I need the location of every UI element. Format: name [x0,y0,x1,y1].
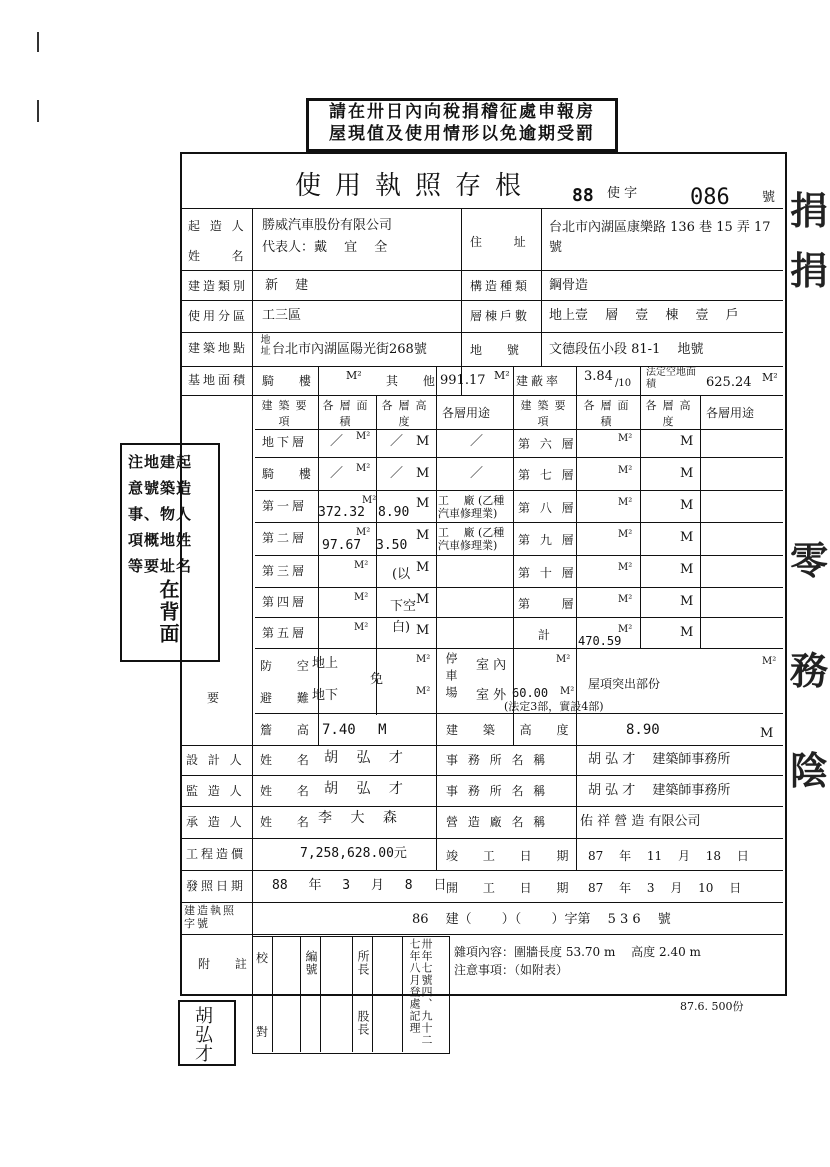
unit: M² [354,592,369,603]
site-area-label: 基地面積 [188,373,249,387]
rule [252,395,253,935]
construction-type: 新 建 [265,278,309,293]
designer-name: 胡 弘 才 [324,750,403,766]
floor-height: ／ [390,466,404,481]
rule [255,617,783,618]
side-note-box [120,443,220,662]
building-permit-number: 86 建（ ）（ ）字第 5 3 6 號 [412,912,671,927]
unit: M² [560,686,575,697]
unit: M² [356,527,371,538]
rule [180,270,783,271]
rule [180,300,783,301]
key-points-label: 要 [207,691,223,705]
rule [372,936,373,1052]
above-ground-label: 地上 [312,656,339,671]
form-title: 使用執照存根 [295,171,536,201]
unit: M² [618,465,633,476]
rule [255,555,783,556]
structure-value: 鋼骨造 [549,278,589,293]
side-note-big: 在背面 [156,579,180,645]
below-ground-label: 地下 [312,688,339,703]
site-address: 台北市內湖區陽光街268號 [272,342,427,357]
floor-area: ／ [330,434,344,449]
supervisor-office: 胡 弘 才 建築師事務所 [588,783,731,798]
eaves-value: 7.40 M [322,722,387,738]
col-head-height-2: 各層高度 [645,399,697,428]
rule [255,490,783,491]
stamp [178,1000,236,1066]
building-height-label: 建 築 高 度 [446,723,572,737]
designer-label: 設 計 人 [186,753,245,767]
applicant-company: 勝威汽車股份有限公司 [262,218,393,233]
permit-type-label: 使 字 [607,186,638,201]
side-note-line: 意號築造 [128,479,193,497]
supervisor-office-label: 事 務 所 名 稱 [446,784,549,798]
unit: M² [618,562,633,573]
unit: M² [416,686,431,697]
unit: M² [618,594,633,605]
rule [180,745,783,746]
zoning-label: 使用分區 [188,309,249,323]
rule [376,395,377,715]
floor-area: 372.32 [318,505,365,520]
floor-height: 3.50 [376,538,408,553]
cost-value: 7,258,628.00元 [300,846,407,861]
col-head-height: 各層高度 [381,399,433,428]
building-permit-label: 建造執照字號 [184,904,236,930]
floor-area: ／ [330,466,344,481]
permit-number: 086 [690,185,730,210]
construction-type-label: 建造類別 [188,279,249,293]
unit: M [760,726,774,741]
lot-label: 地 號 [470,343,522,357]
handwritten-note: 卅年七號四、九十二七年八月登處記理 [408,938,433,1046]
parking-note: (法定3部，實設4部) [504,700,604,713]
unit: M [680,498,694,513]
floor-name: 第五層 [262,626,308,640]
unit: M [416,496,430,511]
permit-no-label: 號 [762,190,776,205]
open-space-area: 625.24 [706,375,752,390]
rule [700,395,701,648]
applicant-label: 起 造 人 [188,219,247,233]
coverage-unit: /10 [615,378,632,389]
rule [180,902,783,903]
designer-name-label: 姓 名 [260,753,312,767]
director-label: 所長 [356,950,370,976]
zoning-value: 工三區 [262,308,302,323]
arcade-label: 騎 樓 [262,374,314,388]
roof-label: 屋項突出部份 [588,677,661,691]
unit: M [680,625,694,640]
scan-mark [37,32,39,52]
outdoor-label: 室 外 [476,688,507,703]
floor-height: ／ [390,434,404,449]
evac-label: 避 難 [260,691,312,705]
rule [180,806,783,807]
side-note-line: 事、物人 [128,505,193,523]
col-head-use-2: 各層用途 [706,406,755,420]
number-label: 編號 [304,950,318,976]
parking-label: 停車場 [444,652,458,703]
floor-name: 騎 樓 [262,467,314,481]
notes: 注意事項：（如附表） [454,963,569,977]
floor-use: ／ [470,466,484,481]
coverage-value: 3.84 [584,369,613,384]
unit: M² [556,654,571,665]
total-area: 470.59 [578,634,622,648]
rule [180,332,783,333]
rule [255,648,783,649]
edge-glyph: 零 [790,538,829,583]
supervisor-name: 胡 弘 才 [324,781,403,797]
open-space-label: 法定空地面積 [646,367,696,390]
rule [180,934,783,935]
supervisor-name-label: 姓 名 [260,784,312,798]
rule [320,936,321,1052]
unit: M² [618,529,633,540]
unit: M² [618,624,633,635]
rule [461,208,462,396]
edge-glyph: 務 [790,648,829,693]
floor-name: 第 八 層 [518,501,577,515]
remarks-label: 附 註 [198,957,250,971]
building-height-value: 8.90 [626,722,660,738]
cost-label: 工程造價 [186,847,247,861]
rule [252,208,253,396]
unit: M² [354,622,369,633]
lot-value: 文德段伍小段 81-1 地號 [549,342,704,357]
floor-name: 第一層 [262,499,308,513]
unit: M [680,466,694,481]
floor-name: 第三層 [262,564,308,578]
side-note-line: 項概地姓 [128,531,193,549]
start-date: 87 年 3 月 10 日 [588,881,742,895]
floor-use: 工 廠 (乙種汽車修理業) [438,494,505,520]
completion-date: 87 年 11 月 18 日 [588,849,749,863]
unit: M² [762,656,777,667]
permit-year: 88 [572,185,594,206]
rule [180,870,783,871]
contractor-label: 承 造 人 [186,815,245,829]
unit: M² [618,433,633,444]
applicant-name-label: 姓 名 [188,249,247,263]
rule [180,838,783,839]
rule [255,587,783,588]
site-address-label: 地址 [258,334,269,356]
floor-name: 第四層 [262,595,308,609]
col-head-item-2: 建築要項 [520,399,572,428]
open-space-unit: M² [762,371,778,384]
floor-height: (以 [392,567,411,582]
arcade-unit: M² [346,369,362,382]
unit: M [416,623,430,638]
address-label: 住 址 [470,235,529,249]
check-label-2: 對 [256,1025,269,1039]
floor-height: 下空 [390,599,417,614]
unit: M [680,434,694,449]
contractor-office: 佑 祥 營 造 有限公司 [580,814,701,829]
rule [180,775,783,776]
floor-name: 地下層 [262,435,308,449]
section-chief-label: 股長 [356,1010,370,1036]
floor-height: 白) [392,620,411,635]
structure-label: 構造種類 [470,279,531,293]
outdoor-value: 60.00 [512,686,549,700]
floor-use: 工 廠 (乙種汽車修理業) [438,526,505,552]
rule [402,936,403,1052]
unit: M² [362,495,377,506]
supervisor-label: 監 造 人 [186,784,245,798]
check-label: 校 [256,951,269,965]
rule [352,936,353,1052]
applicant-rep: 代表人：戴 宜 全 [262,240,388,255]
unit: M [680,594,694,609]
unit: M² [416,654,431,665]
print-code: 87.6. 500份 [680,1000,744,1013]
scan-mark [37,100,39,122]
floor-name: 第 六 層 [518,437,577,451]
rule [180,208,783,209]
unit: M² [356,431,371,442]
rule [640,366,641,648]
site-label: 建築地點 [188,341,249,355]
rule [541,208,542,366]
rule [300,936,301,1052]
edge-glyph: 捐 [790,188,829,233]
rule [255,457,783,458]
contractor-name-label: 姓 名 [260,815,312,829]
start-label: 開 工 日 期 [446,881,572,895]
units-value: 地上壹 層 壹 棟 壹 戶 [549,308,739,323]
rule [576,366,577,746]
unit: M [416,528,430,543]
exempt-mark: 免 [370,672,384,687]
rule [272,936,273,1052]
notice-line-2: 屋現值及使用情形以免逾期受罰 [329,124,595,144]
units-label: 層棟戶數 [470,309,531,323]
rule [255,522,783,523]
unit: M [416,560,430,575]
designer-office-label: 事 務 所 名 稱 [446,753,549,767]
side-note-line: 等要址名 [128,557,193,575]
notice-line-1: 請在卅日內向稅捐稽征處申報房 [329,102,595,122]
floor-name: 第 七 層 [518,468,577,482]
edge-glyph: 捐 [790,248,829,293]
notice-box [306,98,618,152]
air-raid-label: 防 空 [260,659,312,673]
col-head-area-2: 各層面積 [583,399,635,428]
address-value: 台北市內湖區康樂路 136 巷 15 弄 17 號 [549,220,771,255]
unit: M [680,530,694,545]
unit: M² [356,463,371,474]
side-note-line: 注地建起 [128,453,193,471]
floor-area: 97.67 [322,538,362,553]
floor-height: 8.90 [378,505,410,520]
unit: M [680,562,694,577]
contractor-name: 李 大 森 [318,810,397,826]
col-head-use: 各層用途 [442,406,491,420]
unit: M² [354,560,369,571]
floor-name: 第 層 [518,597,577,611]
issue-date-label: 發照日期 [186,879,247,893]
eaves-label: 簷 高 [260,723,312,737]
rule [576,745,577,871]
floor-name: 計 [538,628,554,642]
other-label: 其 他 [386,374,438,388]
misc-content: 雜項內容：圍牆長度 53.70 m 高度 2.40 m [454,945,701,959]
designer-office: 胡 弘 才 建築師事務所 [588,752,731,767]
floor-name: 第 九 層 [518,533,577,547]
rule [436,745,437,871]
rule [180,395,783,396]
unit: M [416,466,430,481]
col-head-area: 各層面積 [322,399,374,428]
edge-glyph: 陰 [790,748,829,793]
floor-use: ／ [470,434,484,449]
other-unit: M² [494,369,510,382]
stamp-text: 胡弘才 [192,1006,213,1063]
unit: M² [618,497,633,508]
issue-date: 88 年 3 月 8 日 [272,878,447,893]
indoor-label: 室 內 [476,658,507,673]
coverage-label: 建蔽率 [516,374,562,388]
unit: M [416,592,430,607]
floor-name: 第 十 層 [518,566,577,580]
other-area: 991.17 [440,373,486,388]
contractor-office-label: 營 造 廠 名 稱 [446,815,549,829]
col-head-item: 建築要項 [261,399,313,428]
floor-name: 第二層 [262,531,308,545]
completion-label: 竣 工 日 期 [446,849,572,863]
rule [436,366,437,746]
unit: M [416,434,430,449]
